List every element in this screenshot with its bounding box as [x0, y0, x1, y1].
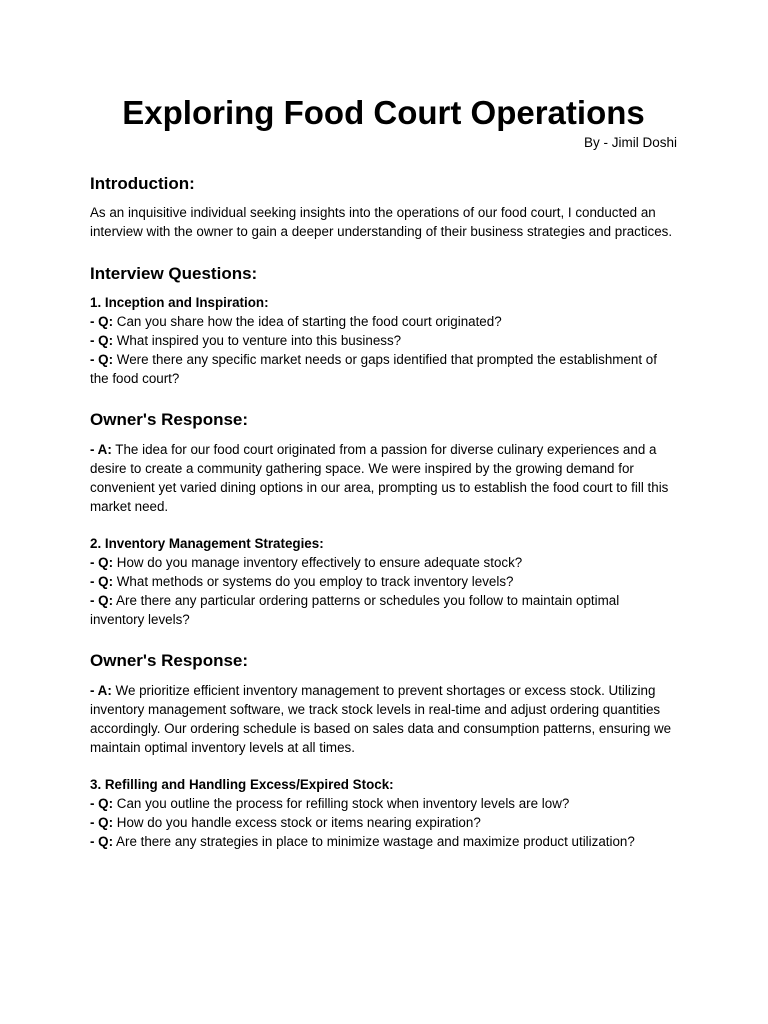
question-label: - Q:	[90, 314, 114, 329]
question-item	[90, 794, 677, 813]
question-text: Can you outline the process for refilling stock when inventory levels are low?	[116, 796, 570, 811]
author-byline: By - Jimil Doshi	[583, 135, 677, 150]
question-item	[90, 813, 677, 832]
answer-label: - A:	[90, 442, 112, 457]
question-item	[90, 553, 677, 572]
question-label: - Q:	[90, 555, 114, 570]
question-text: What inspired you to venture into this business?	[116, 333, 402, 348]
question-text: Are there any strategies in place to minimize wastage and maximize product utilization?	[116, 834, 635, 849]
question-label: - Q:	[90, 834, 114, 849]
introduction-paragraph: As an inquisitive individual seeking insights into the operations of our food court, I conducted an interview with the owner to gain a deeper understanding of their business strategies and practices.	[90, 205, 673, 239]
document-title: Exploring Food Court Operations	[122, 94, 645, 131]
question-item	[90, 572, 677, 591]
question-text: How do you handle excess stock or items nearing expiration?	[116, 815, 481, 830]
question-label: - Q:	[90, 574, 114, 589]
question-item	[90, 312, 677, 331]
question-item	[90, 350, 677, 388]
question-item	[90, 331, 677, 350]
section-title-inventory: 2. Inventory Management Strategies:	[90, 536, 324, 551]
owner-answer-paragraph	[90, 440, 677, 516]
question-label: - Q:	[90, 815, 114, 830]
question-block-inventory	[90, 534, 677, 629]
question-text: Can you share how the idea of starting the food court originated?	[116, 314, 502, 329]
question-item	[90, 832, 677, 851]
question-text: Were there any specific market needs or gaps identified that prompted the establishment of the food court?	[90, 352, 657, 386]
answer-text: The idea for our food court originated from a passion for diverse culinary experiences and a desire to create a community gathering space. We were inspired by the growing demand for convenient yet varied dining options in our area, prompting us to establish the food court to fill this market need.	[90, 442, 669, 514]
owner-response-heading: Owner's Response:	[90, 651, 249, 670]
interview-questions-heading: Interview Questions:	[90, 264, 258, 283]
owner-answer-paragraph	[90, 681, 677, 757]
answer-text: We prioritize efficient inventory management to prevent shortages or excess stock. Utilizing inventory management software, we track stock levels in real-time and adjust ordering quantities accordingly. Our ordering schedule is based on sales data and consumption patterns, ensuring we maintain optimal inventory levels at all times.	[90, 683, 672, 755]
question-label: - Q:	[90, 593, 114, 608]
question-label: - Q:	[90, 352, 114, 367]
question-text: What methods or systems do you employ to track inventory levels?	[116, 574, 514, 589]
question-item	[90, 591, 677, 629]
section-title-inception: 1. Inception and Inspiration:	[90, 295, 269, 310]
section-title-refilling: 3. Refilling and Handling Excess/Expired Stock:	[90, 777, 394, 792]
question-label: - Q:	[90, 333, 114, 348]
introduction-heading: Introduction:	[90, 174, 195, 193]
question-text: How do you manage inventory effectively to ensure adequate stock?	[116, 555, 523, 570]
answer-label: - A:	[90, 683, 112, 698]
owner-response-heading: Owner's Response:	[90, 410, 249, 429]
question-label: - Q:	[90, 796, 114, 811]
question-block-inception	[90, 293, 677, 388]
question-text: Are there any particular ordering patterns or schedules you follow to maintain optimal inventory levels?	[90, 593, 620, 627]
question-block-refilling	[90, 775, 677, 851]
